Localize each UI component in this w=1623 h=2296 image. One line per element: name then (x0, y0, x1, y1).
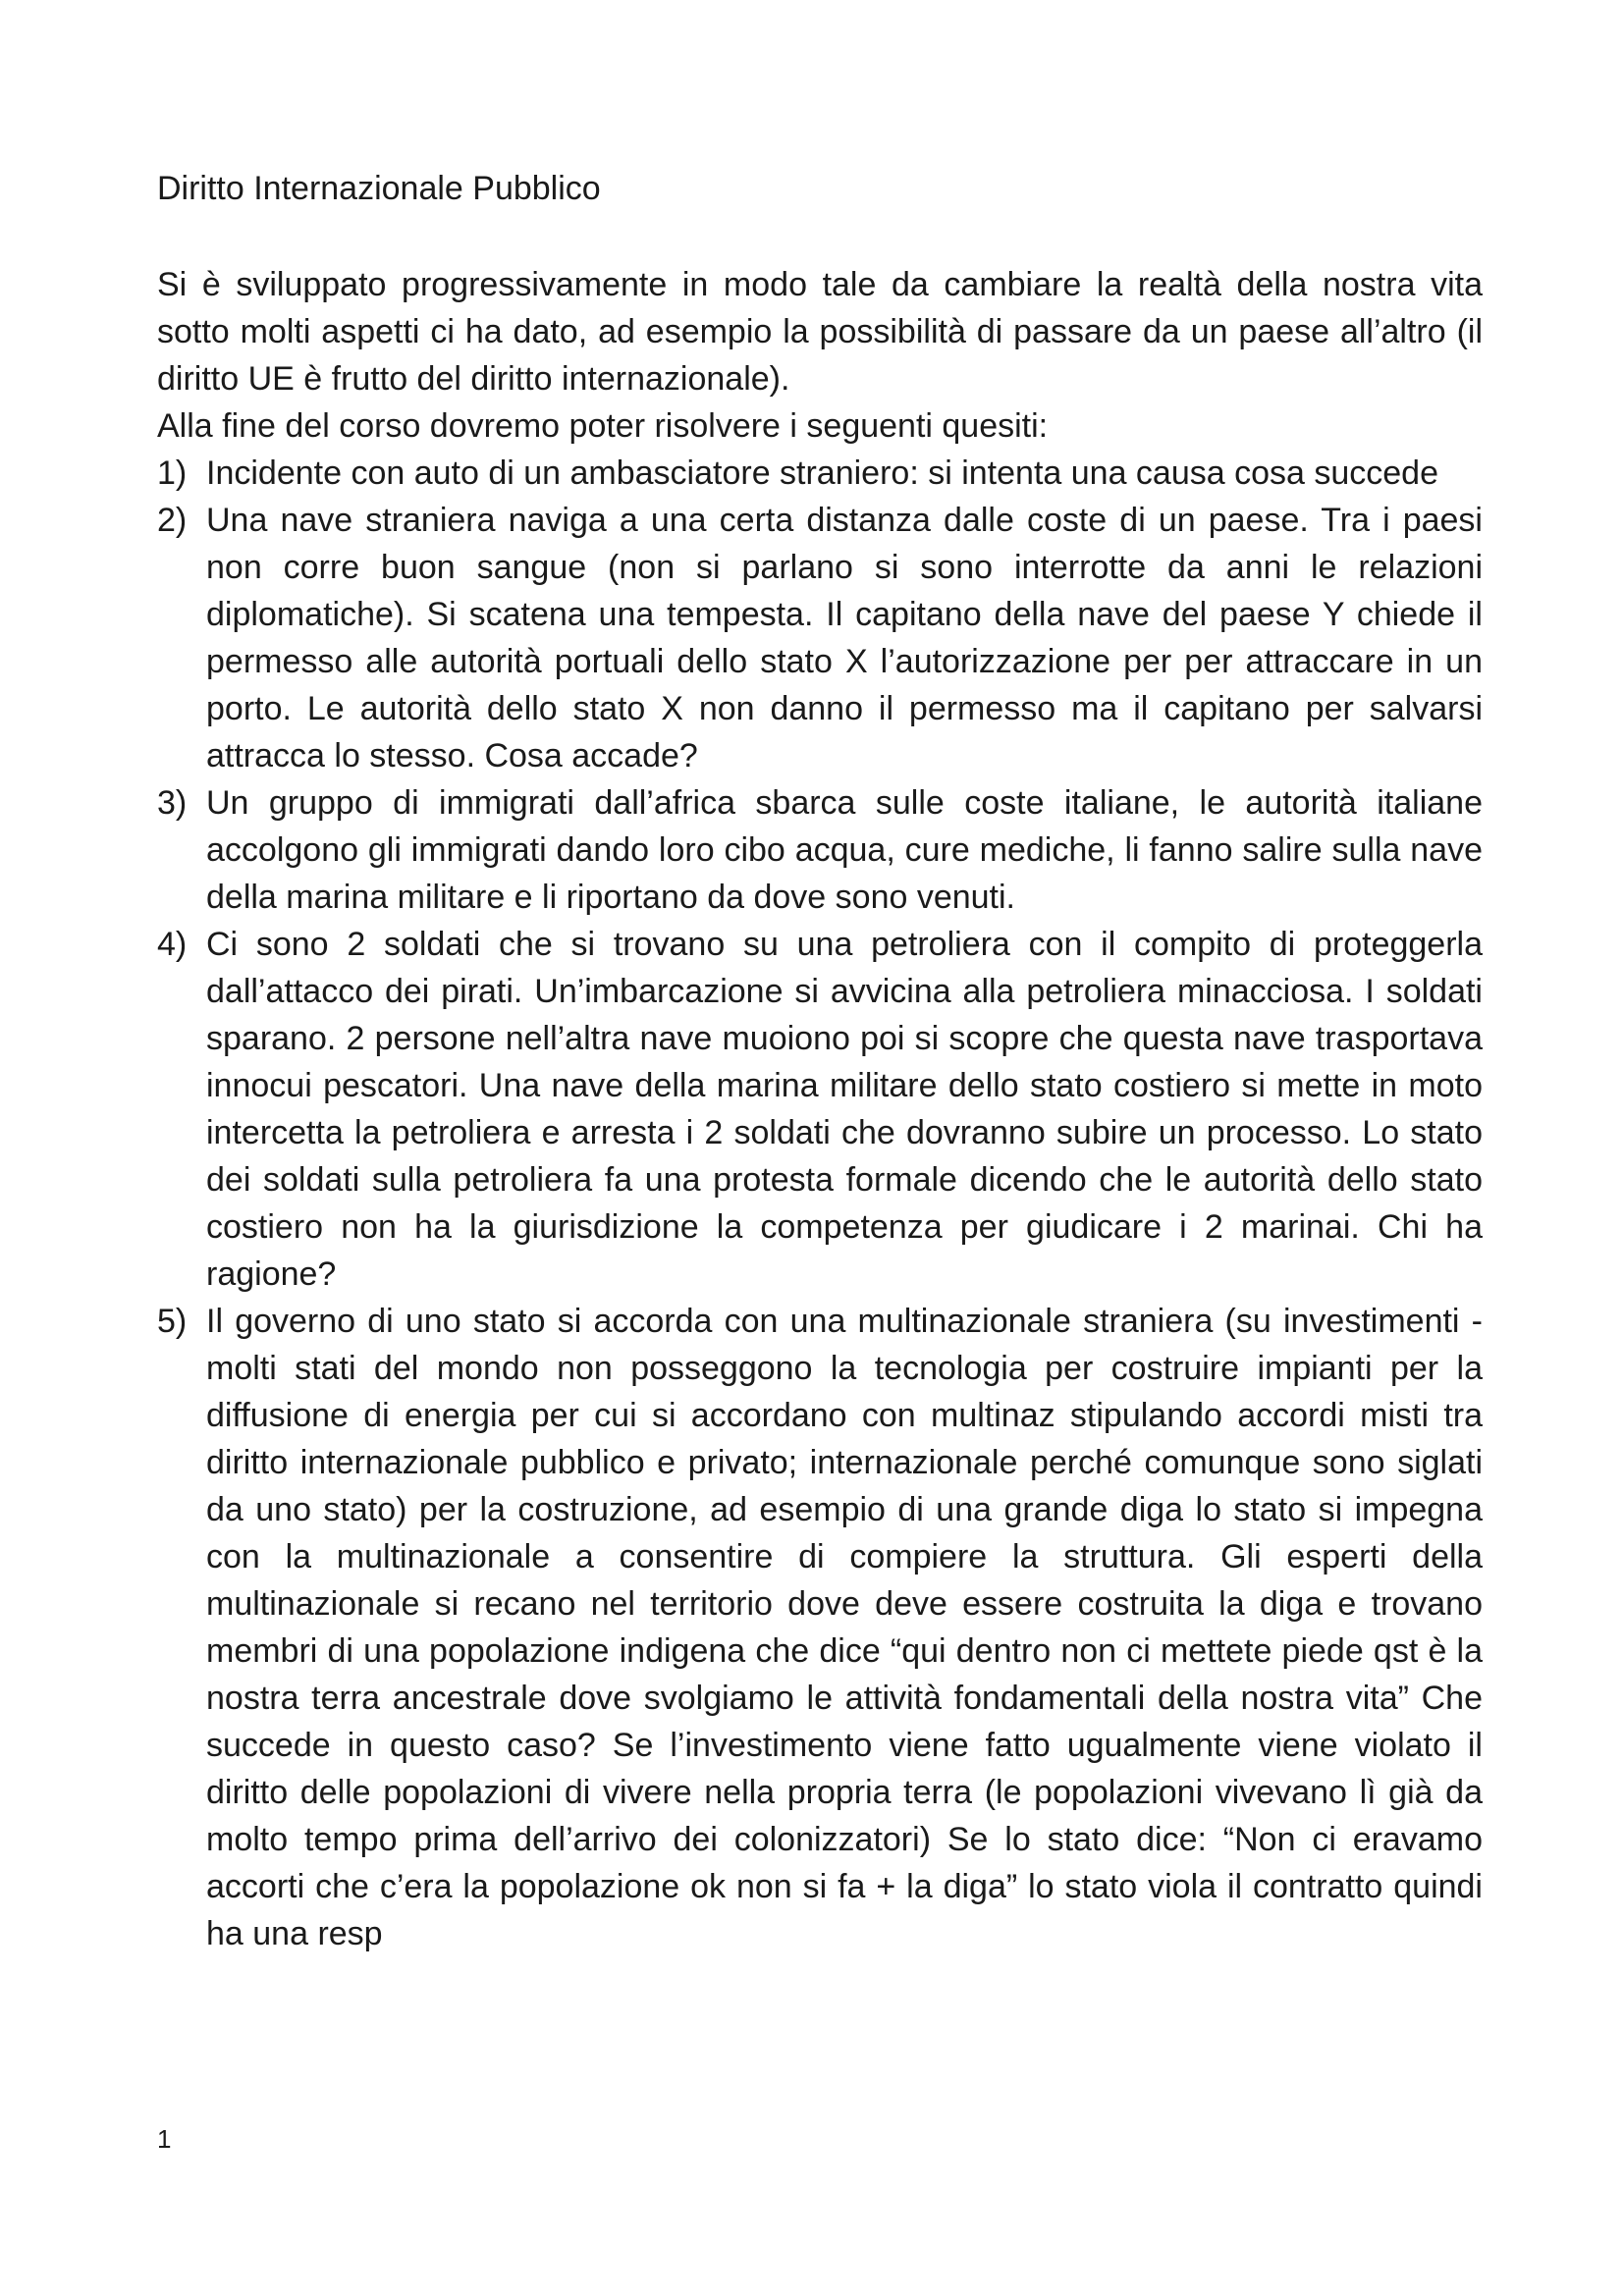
document-title: Diritto Internazionale Pubblico (157, 170, 601, 207)
document-page (157, 165, 1483, 1957)
questions-list (157, 450, 1483, 1957)
question-text: Una nave straniera naviga a una certa distanza dalle coste di un paese. Tra i paesi non corre buon sangue (non si parlano si sono interrotte da anni le relazioni diplomatiche). Si scatena una tempesta. Il capitano della nave del paese Y chiede il permesso alle autorità portuali dello stato X l’autorizzazione per per attraccare in un porto. Le autorità dello stato X non danno il permesso ma il capitano per salvarsi attracca lo stesso. Cosa accade? (206, 502, 1483, 774)
question-number: 2) (157, 502, 188, 539)
lead-paragraph: Alla fine del corso dovremo poter risolvere i seguenti quesiti: (157, 407, 1049, 445)
page-number: 1 (157, 2124, 172, 2154)
question-text: Un gruppo di immigrati dall’africa sbarca sulle coste italiane, le autorità italiane accolgono gli immigrati dando loro cibo acqua, cure mediche, li fanno salire sulla nave della marina militare e li riportano da dove sono venuti. (206, 784, 1483, 916)
question-number: 5) (157, 1303, 188, 1340)
question-item (157, 450, 1483, 497)
question-number: 1) (157, 454, 188, 492)
intro-paragraph: Si è sviluppato progressivamente in modo tale da cambiare la realtà della nostra vita sotto molti aspetti ci ha dato, ad esempio la possibilità di passare da un paese all’altro (il diritto UE è frutto del diritto internazionale). (157, 266, 1483, 398)
question-item (157, 779, 1483, 921)
question-number: 3) (157, 784, 188, 822)
question-text: Ci sono 2 soldati che si trovano su una petroliera con il compito di proteggerla dall’attacco dei pirati. Un’imbarcazione si avvicina alla petroliera minacciosa. I soldati sparano. 2 persone nell’altra nave muoiono poi si scopre che questa nave trasportava innocui pescatori. Una nave della marina militare dello stato costiero si mette in moto intercetta la petroliera e arresta i 2 soldati che dovranno subire un processo. Lo stato dei soldati sulla petroliera fa una protesta formale dicendo che le autorità dello stato costiero non ha la giurisdizione la competenza per giudicare i 2 marinai. Chi ha ragione? (206, 926, 1483, 1293)
question-text: Il governo di uno stato si accorda con una multinazionale straniera (su investimenti - molti stati del mondo non posseggono la tecnologia per costruire impianti per la diffusione di energia per cui si accordano con multinaz stipulando accordi misti tra diritto internazionale pubblico e privato; internazionale perché comunque sono siglati da uno stato) per la costruzione, ad esempio di una grande diga lo stato si impegna con la multinazionale a consentire di compiere la struttura. Gli esperti della multinazionale si recano nel territorio dove deve essere costruita la diga e trovano membri di una popolazione indigena che dice “qui dentro non ci mettete piede qst è la nostra terra ancestrale dove svolgiamo le attività fondamentali della nostra vita” Che succede in questo caso? Se l’investimento viene fatto ugualmente viene violato il diritto delle popolazioni di vivere nella propria terra (le popolazioni vivevano lì già da molto tempo prima dell’arrivo dei colonizzatori) Se lo stato dice: “Non ci eravamo accorti che c’era la popolazione ok non si fa + la diga” lo stato viola il contratto quindi ha una resp (206, 1303, 1483, 1952)
question-item (157, 921, 1483, 1298)
question-item (157, 497, 1483, 779)
question-number: 4) (157, 926, 188, 963)
question-item (157, 1298, 1483, 1957)
question-text: Incidente con auto di un ambasciatore straniero: si intenta una causa cosa succede (206, 454, 1438, 492)
